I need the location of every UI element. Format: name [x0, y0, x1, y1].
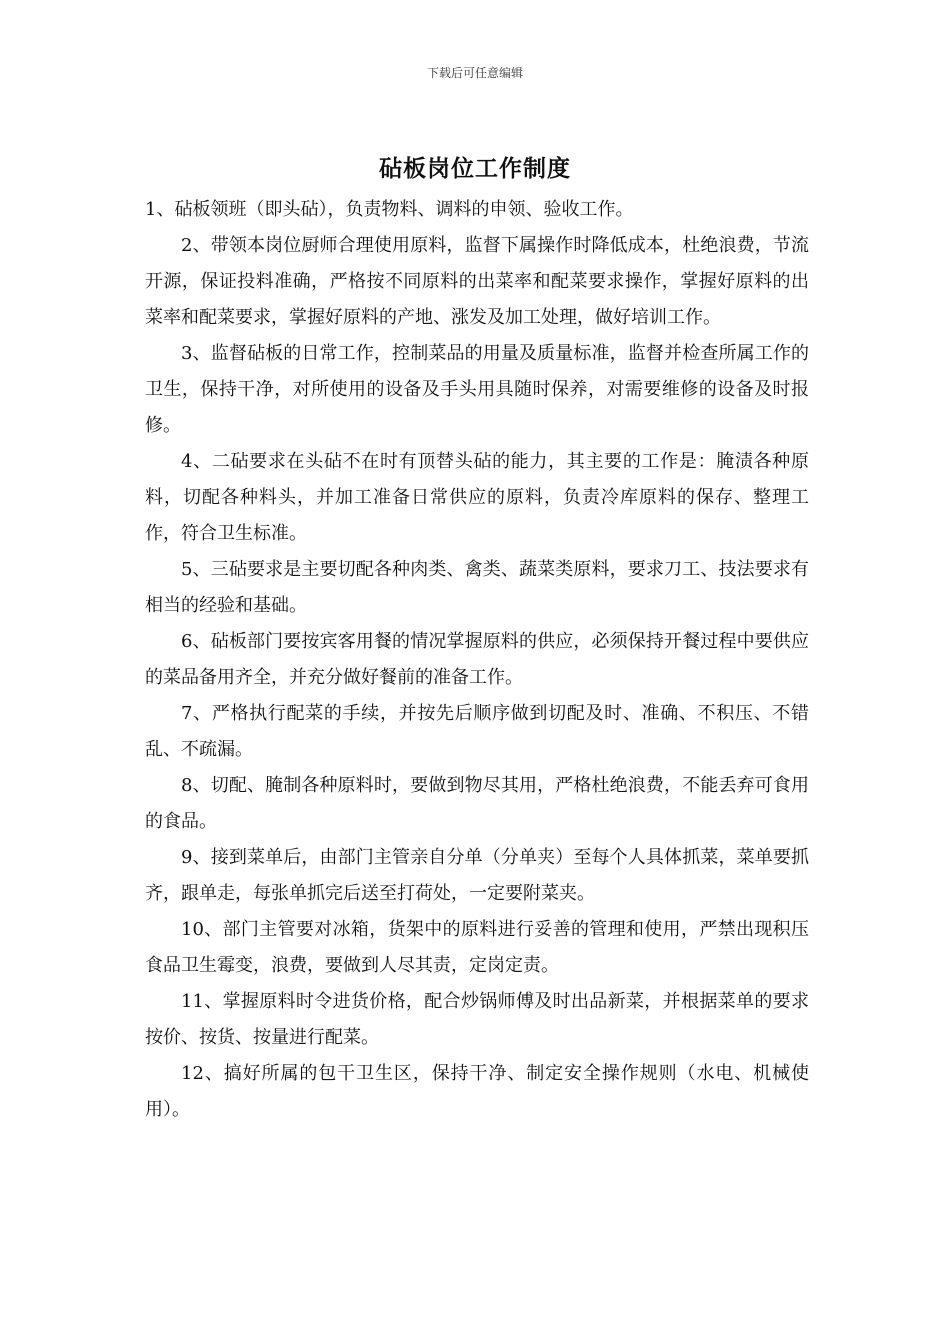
paragraph-9: 9、接到菜单后，由部门主管亲自分单（分单夹）至每个人具体抓菜，菜单要抓齐，跟单走，每张单抓完后送至打荷处，一定要附菜夹。	[145, 847, 809, 904]
paragraph-12: 12、搞好所属的包干卫生区，保持干净、制定安全操作规则（水电、机械使用）。	[145, 1063, 809, 1120]
paragraph-6: 6、砧板部门要按宾客用餐的情况掌握原料的供应，必须保持开餐过程中要供应的菜品备用齐全，并充分做好餐前的准备工作。	[145, 631, 809, 688]
document-title: 砧板岗位工作制度	[379, 156, 571, 182]
paragraph-5: 5、三砧要求是主要切配各种肉类、禽类、蔬菜类原料，要求刀工、技法要求有相当的经验和基础。	[145, 559, 809, 616]
paragraph-8: 8、切配、腌制各种原料时，要做到物尽其用，严格杜绝浪费，不能丢弃可食用的食品。	[145, 775, 809, 832]
document-body	[145, 192, 809, 1128]
paragraph-10: 10、部门主管要对冰箱，货架中的原料进行妥善的管理和使用，严禁出现积压食品卫生霉变，浪费，要做到人尽其责，定岗定责。	[145, 919, 809, 976]
paragraph-2: 2、带领本岗位厨师合理使用原料，监督下属操作时降低成本，杜绝浪费，节流开源，保证投料准确，严格按不同原料的出菜率和配菜要求操作，掌握好原料的出菜率和配菜要求，掌握好原料的产地、涨发及加工处理，做好培训工作。	[145, 235, 809, 328]
paragraph-3: 3、监督砧板的日常工作，控制菜品的用量及质量标准，监督并检查所属工作的卫生，保持干净，对所使用的设备及手头用具随时保养，对需要维修的设备及时报修。	[145, 343, 809, 436]
paragraph-11: 11、掌握原料时令进货价格，配合炒锅师傅及时出品新菜，并根据菜单的要求按价、按货、按量进行配菜。	[145, 991, 809, 1048]
paragraph-1: 1、砧板领班（即头砧），负责物料、调料的申领、验收工作。	[145, 199, 634, 220]
paragraph-4: 4、二砧要求在头砧不在时有顶替头砧的能力，其主要的工作是：腌渍各种原料，切配各种料头，并加工准备日常供应的原料，负责冷库原料的保存、整理工作，符合卫生标准。	[145, 451, 809, 544]
header-note: 下载后可任意编辑	[426, 66, 523, 80]
paragraph-7: 7、严格执行配菜的手续，并按先后顺序做到切配及时、准确、不积压、不错乱、不疏漏。	[145, 703, 809, 760]
